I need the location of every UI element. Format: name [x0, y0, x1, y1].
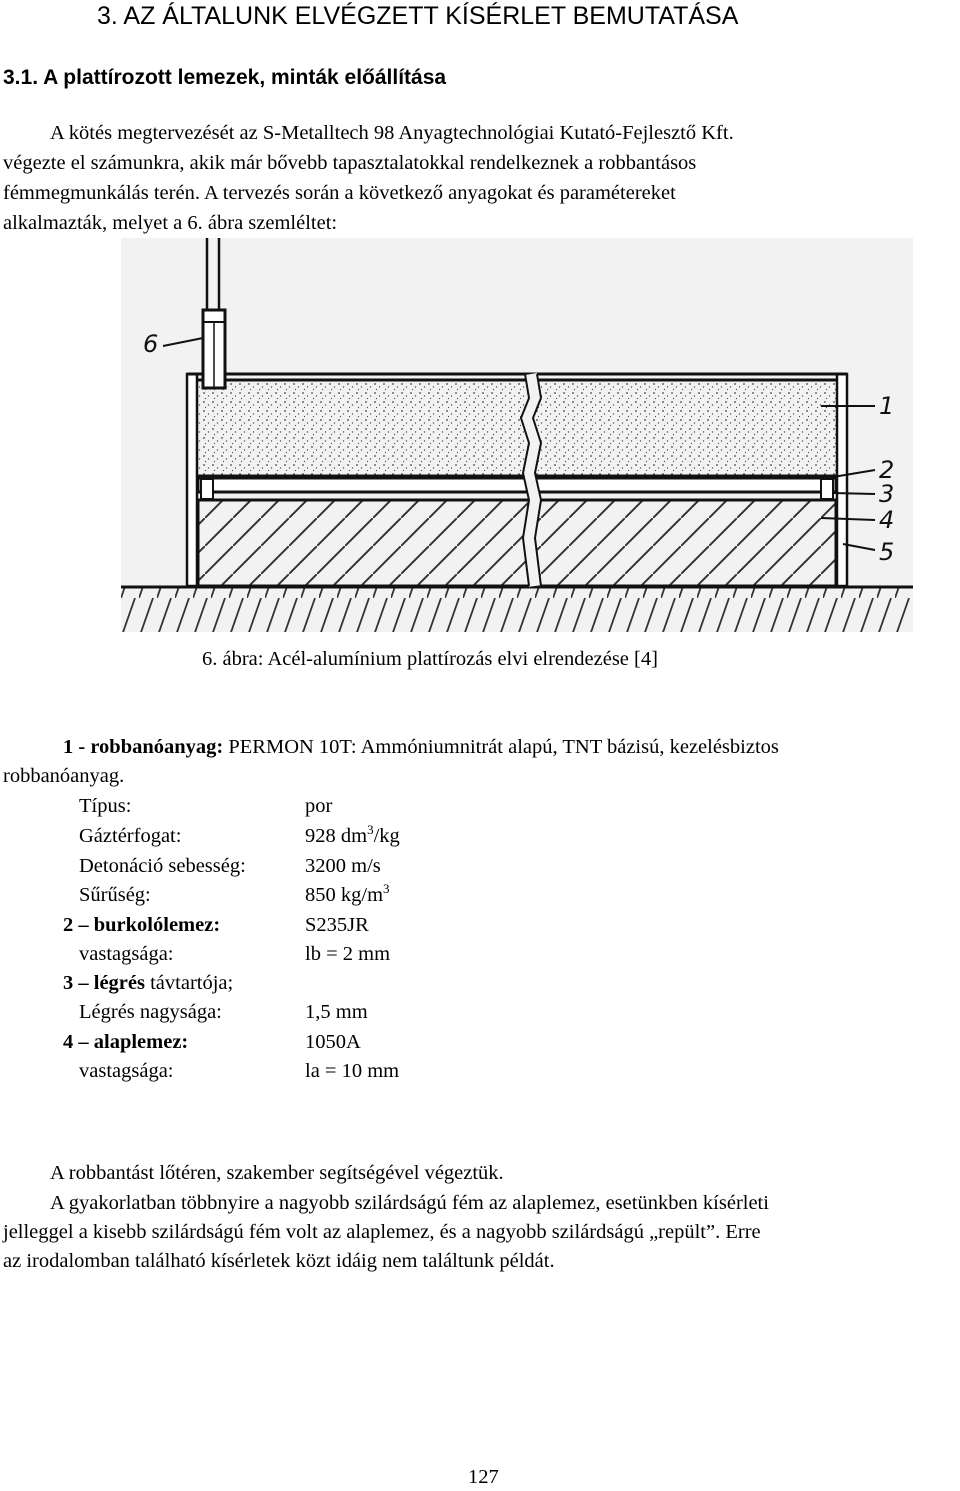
param-label: vastagsága:	[79, 1060, 174, 1082]
param-value: lb = 2 mm	[305, 943, 391, 965]
flyer-plate	[198, 478, 836, 492]
frame-left	[187, 374, 197, 586]
intro-line: A kötés megtervezését az S-Metalltech 98 Anyagtechnológiai Kutató-Fejlesztő Kft.	[50, 122, 734, 144]
param-label: Típus:	[79, 795, 132, 817]
section-heading: 3. AZ ÁLTALUNK ELVÉGZETT KÍSÉRLET BEMUTATÁSA	[97, 2, 739, 30]
intro-line: alkalmazták, melyet a 6. ábra szemléltet:	[3, 212, 338, 234]
figure-label-1: 1	[879, 392, 895, 420]
item-explosive-title: 1 - robbanóanyag:	[63, 736, 224, 758]
subsection-heading: 3.1. A plattírozott lemezek, minták előállítása	[3, 66, 447, 89]
intro-line: fémmegmunkálás terén. A tervezés során a következő anyagokat és paramétereket	[3, 182, 676, 204]
param-label-bold: 3 – légrés távtartója;	[63, 972, 234, 994]
explosive-cladding-diagram	[121, 238, 913, 632]
ground-hatch	[121, 588, 913, 632]
param-label-bold: 4 – alaplemez:	[63, 1031, 189, 1053]
figure-label-2: 2	[879, 456, 895, 484]
param-value: 1,5 mm	[305, 1001, 368, 1023]
explosive-layer	[198, 380, 836, 476]
param-value: 928 $dm^3/kg$	[305, 822, 400, 847]
param-value: por	[305, 795, 333, 817]
param-value: 3200 m/s	[305, 855, 381, 877]
intro-paragraph	[3, 118, 960, 238]
param-label: Detonáció sebesség:	[79, 855, 246, 877]
param-label-bold: 2 – burkolólemez:	[63, 914, 221, 936]
intro-line: végezte el számunkra, akik már bővebb tapasztalatokkal rendelkeznek a robbantásos	[3, 152, 697, 174]
break-line	[527, 374, 535, 586]
item-explosive	[63, 736, 779, 759]
page-number: 127	[468, 1466, 499, 1488]
figure-label-6: 6	[143, 330, 159, 358]
item-explosive-cont: robbanóanyag.	[3, 765, 125, 787]
outro-line: A gyakorlatban többnyire a nagyobb szilárdságú fém az alaplemez, esetünkben kísérleti	[50, 1192, 769, 1214]
param-value: la = 10 mm	[305, 1060, 400, 1082]
figure-label-4: 4	[879, 506, 895, 534]
spacer-left	[201, 479, 213, 499]
param-label: vastagsága:	[79, 943, 174, 965]
param-label: Gáztérfogat:	[79, 825, 182, 847]
figure-caption: 6. ábra: Acél-alumínium plattírozás elvi elrendezése [4]	[202, 648, 658, 670]
item-explosive-desc: PERMON 10T: Ammóniumnitrát alapú, TNT bázisú, kezelésbiztos	[223, 736, 779, 758]
param-value: 850 $kg/m^3$	[305, 881, 390, 906]
param-label: Sűrűség:	[79, 884, 151, 906]
spacer-right	[821, 479, 833, 499]
outro-line: A robbantást lőtéren, szakember segítségével végeztük.	[50, 1162, 504, 1184]
outro-line: az irodalomban található kísérletek közt idáig nem találtunk példát.	[3, 1250, 555, 1272]
param-label: Légrés nagysága:	[79, 1001, 222, 1023]
outro-line: jelleggel a kisebb szilárdságú fém volt az alaplemez, és a nagyobb szilárdságú „repült”. Erre	[3, 1221, 761, 1243]
figure-label-3: 3	[879, 480, 895, 508]
param-value: 1050A	[305, 1031, 361, 1053]
figure-label-5: 5	[879, 538, 895, 566]
param-value: S235JR	[305, 914, 369, 936]
base-plate	[198, 500, 836, 586]
